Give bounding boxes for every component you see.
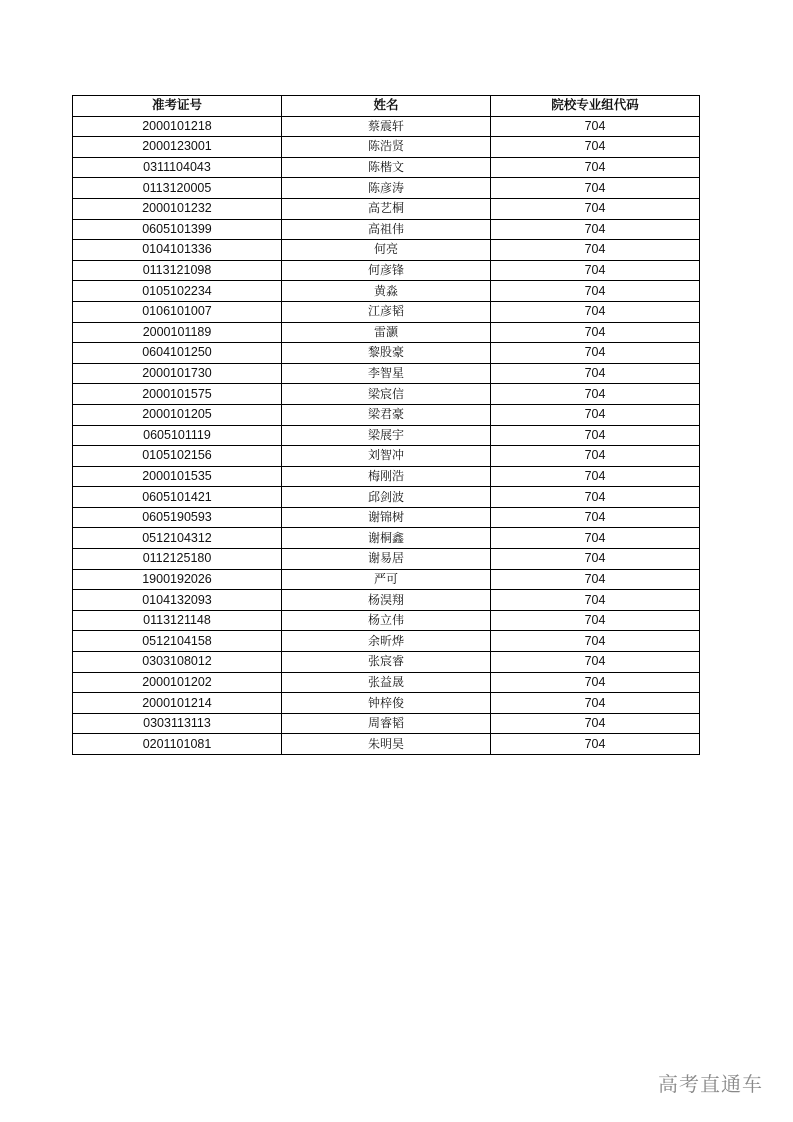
- exam-number-cell: 0605101119: [73, 425, 282, 446]
- group-code-cell: 704: [491, 384, 700, 405]
- table-row: [73, 487, 700, 508]
- name-cell: 谢锦树: [282, 507, 491, 528]
- group-code-cell: 704: [491, 219, 700, 240]
- group-code-cell: 704: [491, 116, 700, 137]
- header-group-code: 院校专业组代码: [491, 96, 700, 117]
- name-cell: 刘智冲: [282, 446, 491, 467]
- group-code-cell: 704: [491, 590, 700, 611]
- name-cell: 周睿韬: [282, 713, 491, 734]
- name-cell: 江彦韬: [282, 301, 491, 322]
- name-cell: 严可: [282, 569, 491, 590]
- group-code-cell: 704: [491, 343, 700, 364]
- table-row: [73, 301, 700, 322]
- watermark-text: 高考直通车: [658, 1072, 763, 1096]
- table-row: [73, 322, 700, 343]
- name-cell: 谢桐鑫: [282, 528, 491, 549]
- table-body: [73, 116, 700, 754]
- table-row: [73, 466, 700, 487]
- exam-number-cell: 1900192026: [73, 569, 282, 590]
- group-code-cell: 704: [491, 713, 700, 734]
- group-code-cell: 704: [491, 610, 700, 631]
- name-cell: 杨立伟: [282, 610, 491, 631]
- name-cell: 蔡震轩: [282, 116, 491, 137]
- name-cell: 梁君豪: [282, 404, 491, 425]
- name-cell: 朱明昊: [282, 734, 491, 755]
- name-cell: 雷灏: [282, 322, 491, 343]
- table-row: [73, 240, 700, 261]
- exam-number-cell: 2000101205: [73, 404, 282, 425]
- table-row: [73, 631, 700, 652]
- group-code-cell: 704: [491, 446, 700, 467]
- group-code-cell: 704: [491, 281, 700, 302]
- exam-number-cell: 0605101421: [73, 487, 282, 508]
- exam-number-cell: 0113121148: [73, 610, 282, 631]
- header-exam-number: 准考证号: [73, 96, 282, 117]
- name-cell: 何彦锋: [282, 260, 491, 281]
- exam-number-cell: 0604101250: [73, 343, 282, 364]
- group-code-cell: 704: [491, 260, 700, 281]
- exam-number-cell: 2000101730: [73, 363, 282, 384]
- admission-list-table: [72, 95, 700, 755]
- exam-number-cell: 0311104043: [73, 157, 282, 178]
- group-code-cell: 704: [491, 549, 700, 570]
- table-row: [73, 569, 700, 590]
- exam-number-cell: 0303113113: [73, 713, 282, 734]
- name-cell: 何亮: [282, 240, 491, 261]
- table-row: [73, 219, 700, 240]
- exam-number-cell: 2000101575: [73, 384, 282, 405]
- group-code-cell: 704: [491, 734, 700, 755]
- group-code-cell: 704: [491, 466, 700, 487]
- table-row: [73, 713, 700, 734]
- table-row: [73, 260, 700, 281]
- name-cell: 钟梓俊: [282, 693, 491, 714]
- group-code-cell: 704: [491, 693, 700, 714]
- exam-number-cell: 0512104158: [73, 631, 282, 652]
- exam-number-cell: 2000101202: [73, 672, 282, 693]
- table-header-row: [73, 96, 700, 117]
- table-row: [73, 528, 700, 549]
- group-code-cell: 704: [491, 137, 700, 158]
- exam-number-cell: 2000101189: [73, 322, 282, 343]
- name-cell: 黄淼: [282, 281, 491, 302]
- exam-number-cell: 0113121098: [73, 260, 282, 281]
- table-row: [73, 693, 700, 714]
- table-row: [73, 652, 700, 673]
- group-code-cell: 704: [491, 528, 700, 549]
- name-cell: 梁展宇: [282, 425, 491, 446]
- exam-number-cell: 0112125180: [73, 549, 282, 570]
- name-cell: 梅刚浩: [282, 466, 491, 487]
- table-row: [73, 610, 700, 631]
- table-row: [73, 116, 700, 137]
- group-code-cell: 704: [491, 404, 700, 425]
- exam-number-cell: 2000101232: [73, 198, 282, 219]
- name-cell: 谢易居: [282, 549, 491, 570]
- table-row: [73, 343, 700, 364]
- name-cell: 陈浩贤: [282, 137, 491, 158]
- exam-number-cell: 0303108012: [73, 652, 282, 673]
- group-code-cell: 704: [491, 301, 700, 322]
- exam-number-cell: 0105102234: [73, 281, 282, 302]
- name-cell: 梁宸信: [282, 384, 491, 405]
- table-row: [73, 590, 700, 611]
- exam-number-cell: 0512104312: [73, 528, 282, 549]
- table-row: [73, 404, 700, 425]
- group-code-cell: 704: [491, 507, 700, 528]
- group-code-cell: 704: [491, 157, 700, 178]
- group-code-cell: 704: [491, 652, 700, 673]
- name-cell: 张宸睿: [282, 652, 491, 673]
- exam-number-cell: 2000123001: [73, 137, 282, 158]
- name-cell: 张益晟: [282, 672, 491, 693]
- group-code-cell: 704: [491, 672, 700, 693]
- name-cell: 邱剑波: [282, 487, 491, 508]
- table-row: [73, 672, 700, 693]
- group-code-cell: 704: [491, 487, 700, 508]
- group-code-cell: 704: [491, 363, 700, 384]
- table-row: [73, 281, 700, 302]
- table-row: [73, 198, 700, 219]
- exam-number-cell: 0113120005: [73, 178, 282, 199]
- table-row: [73, 549, 700, 570]
- name-cell: 李智星: [282, 363, 491, 384]
- name-cell: 陈彦涛: [282, 178, 491, 199]
- table-row: [73, 137, 700, 158]
- group-code-cell: 704: [491, 322, 700, 343]
- group-code-cell: 704: [491, 178, 700, 199]
- name-cell: 陈楷文: [282, 157, 491, 178]
- table-row: [73, 157, 700, 178]
- group-code-cell: 704: [491, 240, 700, 261]
- header-name: 姓名: [282, 96, 491, 117]
- exam-number-cell: 0104101336: [73, 240, 282, 261]
- exam-number-cell: 2000101214: [73, 693, 282, 714]
- name-cell: 余昕烨: [282, 631, 491, 652]
- table-row: [73, 507, 700, 528]
- name-cell: 杨淏翔: [282, 590, 491, 611]
- group-code-cell: 704: [491, 569, 700, 590]
- group-code-cell: 704: [491, 198, 700, 219]
- table-row: [73, 734, 700, 755]
- table-row: [73, 178, 700, 199]
- group-code-cell: 704: [491, 631, 700, 652]
- group-code-cell: 704: [491, 425, 700, 446]
- exam-number-cell: 0605190593: [73, 507, 282, 528]
- table-row: [73, 446, 700, 467]
- exam-number-cell: 0201101081: [73, 734, 282, 755]
- table-row: [73, 425, 700, 446]
- name-cell: 黎股豪: [282, 343, 491, 364]
- exam-number-cell: 2000101535: [73, 466, 282, 487]
- exam-number-cell: 0605101399: [73, 219, 282, 240]
- table-row: [73, 384, 700, 405]
- exam-number-cell: 0105102156: [73, 446, 282, 467]
- exam-number-cell: 2000101218: [73, 116, 282, 137]
- table-row: [73, 363, 700, 384]
- name-cell: 高艺桐: [282, 198, 491, 219]
- exam-number-cell: 0106101007: [73, 301, 282, 322]
- exam-number-cell: 0104132093: [73, 590, 282, 611]
- name-cell: 高祖伟: [282, 219, 491, 240]
